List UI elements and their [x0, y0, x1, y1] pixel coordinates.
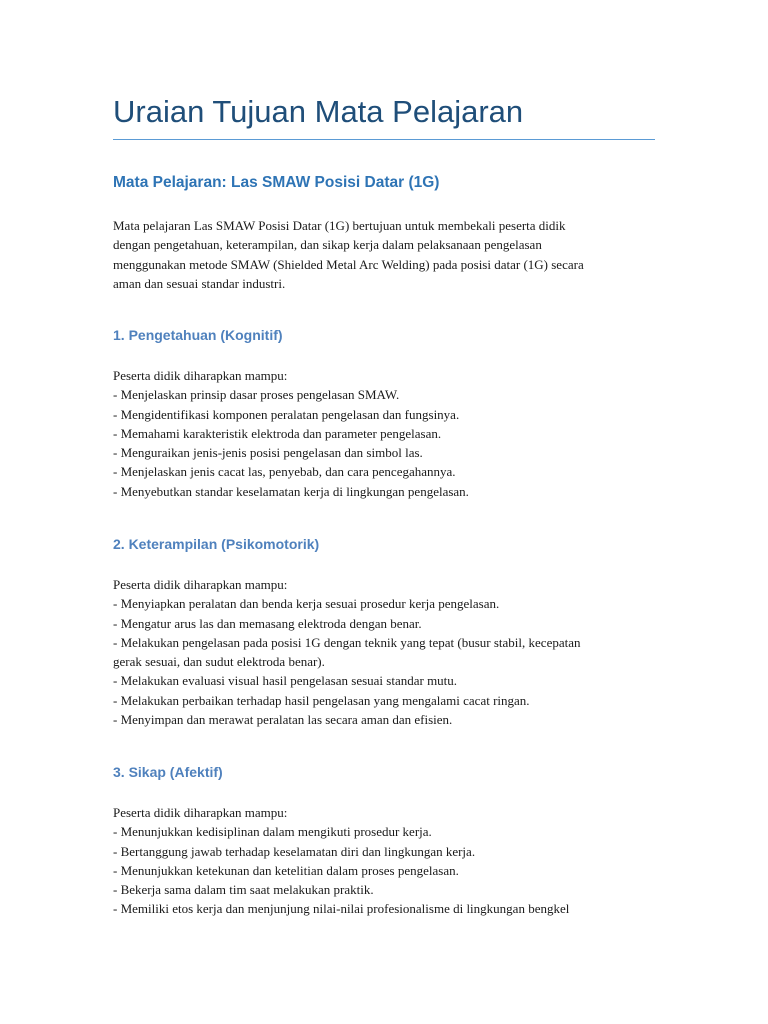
intro-line: aman dan sesuai standar industri. [113, 275, 286, 291]
section-heading-afektif: 3. Sikap (Afektif) [113, 764, 223, 780]
subject-heading: Mata Pelajaran: Las SMAW Posisi Datar (1G) [113, 174, 440, 191]
list-item-continuation: gerak sesuai, dan sudut elektroda benar). [113, 654, 325, 670]
list-item: - Melakukan perbaikan terhadap hasil pengelasan yang mengalami cacat ringan. [113, 692, 530, 708]
list-item: - Menyimpan dan merawat peralatan las secara aman dan efisien. [113, 712, 453, 728]
list-item: - Menyiapkan peralatan dan benda kerja sesuai prosedur kerja pengelasan. [113, 596, 500, 612]
list-item: - Melakukan pengelasan pada posisi 1G dengan teknik yang tepat (busur stabil, kecepatan [113, 634, 581, 650]
intro-line: Mata pelajaran Las SMAW Posisi Datar (1G) bertujuan untuk membekali peserta didik [113, 218, 566, 233]
list-item: - Memiliki etos kerja dan menjunjung nilai-nilai profesionalisme di lingkungan bengkel [113, 901, 570, 917]
list-item: - Melakukan evaluasi visual hasil pengelasan sesuai standar mutu. [113, 673, 458, 689]
list-item: - Mengatur arus las dan memasang elektroda dengan benar. [113, 615, 422, 631]
list-intro: Peserta didik diharapkan mampu: [113, 805, 288, 820]
intro-line: menggunakan metode SMAW (Shielded Metal Arc Welding) pada posisi datar (1G) secara [113, 256, 584, 272]
section-body-kognitif [113, 366, 658, 501]
list-item: - Mengidentifikasi komponen peralatan pengelasan dan fungsinya. [113, 406, 460, 422]
intro-line: dengan pengetahuan, keterampilan, dan sikap kerja dalam pelaksanaan pengelasan [113, 237, 542, 253]
section-body-psikomotorik [113, 575, 658, 729]
list-intro: Peserta didik diharapkan mampu: [113, 368, 288, 383]
list-item: - Menunjukkan kedisiplinan dalam mengikuti prosedur kerja. [113, 824, 432, 840]
list-item: - Menunjukkan ketekunan dan ketelitian dalam proses pengelasan. [113, 862, 459, 878]
list-item: - Menyebutkan standar keselamatan kerja di lingkungan pengelasan. [113, 483, 469, 499]
intro-paragraph [113, 216, 658, 293]
list-intro: Peserta didik diharapkan mampu: [113, 577, 288, 592]
list-item: - Bertanggung jawab terhadap keselamatan diri dan lingkungan kerja. [113, 843, 476, 859]
list-item: - Menjelaskan jenis cacat las, penyebab, dan cara pencegahannya. [113, 464, 456, 480]
section-heading-psikomotorik: 2. Keterampilan (Psikomotorik) [113, 536, 320, 552]
list-item: - Menjelaskan prinsip dasar proses pengelasan SMAW. [113, 387, 400, 403]
title-underline [113, 139, 655, 140]
section-body-afektif [113, 803, 658, 919]
document-title: Uraian Tujuan Mata Pelajaran [113, 94, 524, 129]
section-heading-kognitif: 1. Pengetahuan (Kognitif) [113, 327, 283, 343]
list-item: - Bekerja sama dalam tim saat melakukan praktik. [113, 882, 374, 898]
list-item: - Menguraikan jenis-jenis posisi pengelasan dan simbol las. [113, 445, 423, 461]
list-item: - Memahami karakteristik elektroda dan parameter pengelasan. [113, 425, 442, 441]
